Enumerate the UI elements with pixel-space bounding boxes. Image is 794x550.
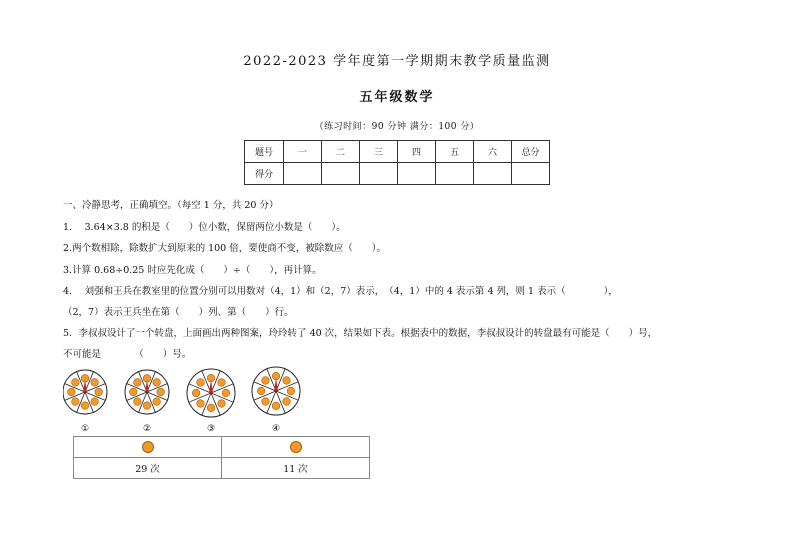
- question-4-line1: 4. 刘强和王兵在教室里的位置分别可以用数对（4，1）和（2，7）表示， （4，1）中的 4 表示第 4 列，则 1 表示（ ），: [63, 286, 618, 297]
- question-5-line1: 5．李叔叔设计了一个转盘，上面画出两种图案，玲玲转了 40 次，结果如下表。根据表中的数据，李叔叔设计的转盘最有可能是（ ）号，: [63, 328, 658, 339]
- score-cell: [284, 163, 322, 185]
- spinner-label: ④: [271, 424, 281, 432]
- spinner-face-icon: [283, 377, 291, 385]
- question-2: 2.两个数相除，除数扩大到原来的 100 倍，要使商不变，被除数应（ ）。: [63, 243, 386, 254]
- score-cell: 总分: [512, 141, 550, 163]
- section1-heading: 一、冷静思考，正确填空。（每空 1 分，共 20 分）: [63, 200, 279, 211]
- spinner-wheels-figure: [63, 362, 323, 432]
- exam-subtitle: 五年级数学: [359, 90, 435, 105]
- score-cell: 四: [398, 141, 436, 163]
- spinner-face-icon: [130, 388, 138, 396]
- spinner-face-icon: [95, 388, 103, 396]
- spinner-face-icon: [72, 398, 80, 406]
- spinner-face-icon: [207, 404, 215, 412]
- spinner-face-icon: [197, 400, 205, 408]
- spin-results-table: [73, 436, 370, 479]
- spinner-face-icon: [287, 387, 295, 395]
- spinner-face-icon: [143, 402, 151, 410]
- spinner-face-icon: [134, 398, 142, 406]
- spinner-label: ③: [206, 424, 216, 432]
- frown-face-icon: [290, 441, 302, 453]
- spinner-face-icon: [192, 389, 200, 397]
- score-cell: [512, 163, 550, 185]
- spinner-face-icon: [218, 379, 226, 387]
- question-4-line2: （2，7）表示王兵坐在第（ ）列、第（ ）行。: [63, 307, 294, 318]
- spinner-face-icon: [153, 398, 161, 406]
- spinner-face-icon: [157, 388, 165, 396]
- results-count-row: [74, 458, 370, 479]
- score-cell: [398, 163, 436, 185]
- results-count-cell: 11 次: [222, 458, 370, 479]
- spinner-face-icon: [283, 398, 291, 406]
- spinner-face-icon: [272, 402, 280, 410]
- score-cell: 三: [360, 141, 398, 163]
- score-cell: 一: [284, 141, 322, 163]
- score-cell: 题号: [245, 141, 284, 163]
- question-1: 1. 3.64×3.8 的积是（ ）位小数，保留两位小数是（ ）。: [63, 222, 346, 233]
- spinner-face-icon: [134, 379, 142, 387]
- score-table-score-row: [245, 163, 550, 185]
- spinner-face-icon: [262, 377, 270, 385]
- score-cell: [474, 163, 512, 185]
- spinner-label: ②: [142, 424, 152, 432]
- spinner-face-icon: [218, 400, 226, 408]
- question-3: 3.计算 0.68÷0.25 时应先化成（ ）÷（ ），再计算。: [63, 265, 322, 276]
- spinner-face-icon: [197, 379, 205, 387]
- results-icon-cell: [74, 437, 222, 458]
- spinner-face-icon: [91, 379, 99, 387]
- spinner-face-icon: [81, 402, 89, 410]
- spinner-face-icon: [257, 387, 265, 395]
- exam-title: 2022-2023 学年度第一学期期末教学质量监测: [243, 54, 551, 69]
- results-icon-cell: [222, 437, 370, 458]
- score-cell: [322, 163, 360, 185]
- spinner-face-icon: [68, 388, 76, 396]
- smile-face-icon: [142, 441, 154, 453]
- exam-meta: （练习时间：90 分钟 满分：100 分）: [314, 122, 480, 132]
- score-cell: [360, 163, 398, 185]
- spinner-label: ①: [80, 424, 90, 432]
- spinner-face-icon: [72, 379, 80, 387]
- score-cell: [436, 163, 474, 185]
- spinner-face-icon: [222, 389, 230, 397]
- score-table-header-row: [245, 141, 550, 163]
- score-table: [244, 140, 550, 185]
- results-count-cell: 29 次: [74, 458, 222, 479]
- score-cell: 得分: [245, 163, 284, 185]
- spinner-face-icon: [91, 398, 99, 406]
- score-cell: 六: [474, 141, 512, 163]
- spinner-face-icon: [262, 398, 270, 406]
- results-icon-row: [74, 437, 370, 458]
- question-5-line2: 不可能是 （ ）号。: [63, 349, 192, 360]
- score-cell: 五: [436, 141, 474, 163]
- spinner-face-icon: [153, 379, 161, 387]
- score-cell: 二: [322, 141, 360, 163]
